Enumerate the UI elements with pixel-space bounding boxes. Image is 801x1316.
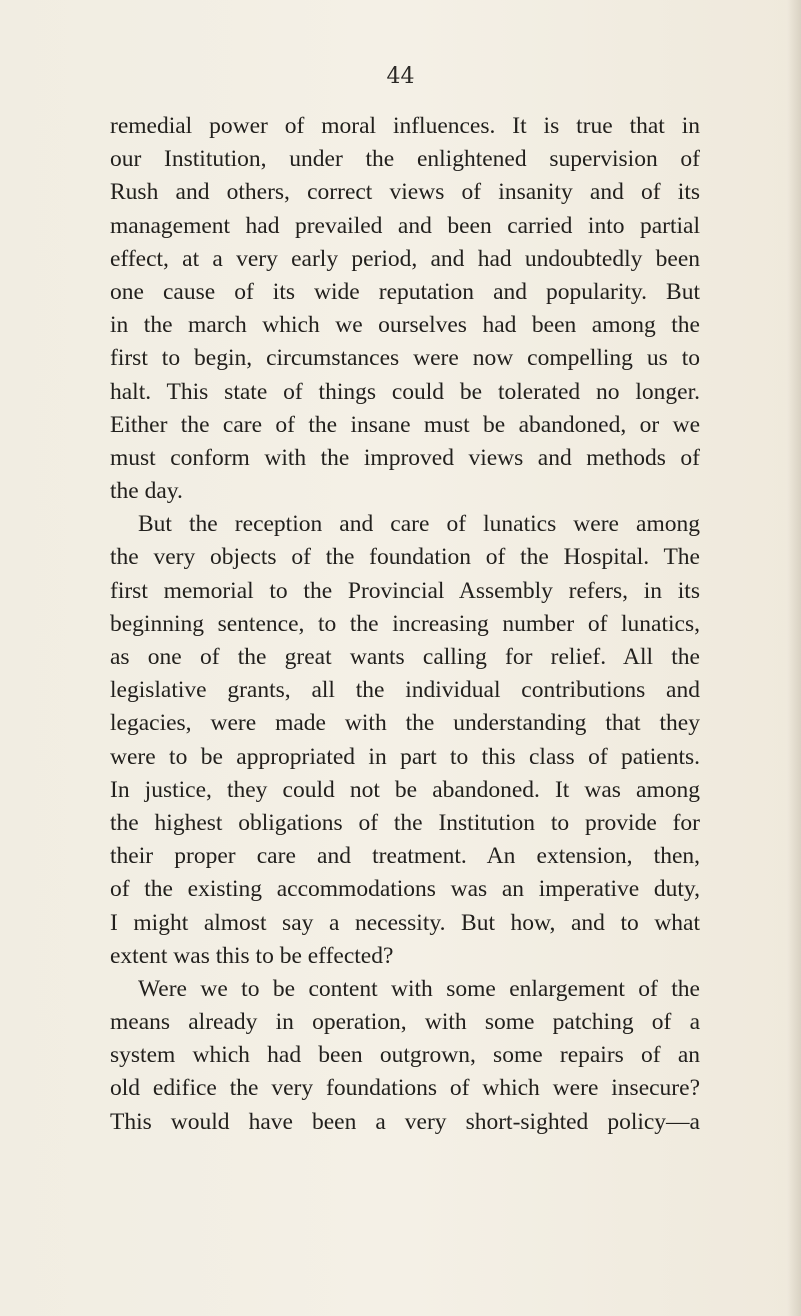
text-line: Either the care of the insane must be abandoned, or we: [110, 411, 700, 438]
text-line: must conform with the improved views and methods of: [110, 444, 700, 471]
text-line: beginning sentence, to the increasing number of lunatics,: [110, 610, 700, 637]
text-line: I might almost say a necessity. But how, and to what: [110, 909, 700, 936]
text-line: legacies, were made with the understanding that they: [110, 710, 700, 737]
page-number: 44: [386, 64, 415, 89]
text-line: This would have been a very short-sighted policy—a: [110, 1108, 700, 1135]
text-line: in the march which we ourselves had been among the: [110, 312, 700, 339]
text-line: their proper care and treatment. An extension, then,: [110, 843, 700, 870]
text-line: Rush and others, correct views of insanity and of its: [110, 179, 700, 206]
text-line: our Institution, under the enlightened supervision of: [110, 146, 700, 173]
text-line: remedial power of moral influences. It is true that in: [110, 113, 700, 139]
text-line: first memorial to the Provincial Assembly refers, in its: [110, 577, 700, 604]
text-line: means already in operation, with some patching of a: [110, 1009, 700, 1036]
text-line: extent was this to be effected?: [110, 942, 394, 969]
text-line: the very objects of the foundation of the Hospital. The: [110, 544, 700, 571]
paragraph-start-line: But the reception and care of lunatics were among: [138, 511, 700, 538]
text-line: In justice, they could not be abandoned. It was among: [110, 776, 700, 803]
text-line: as one of the great wants calling for relief. All the: [110, 644, 700, 670]
text-line: were to be appropriated in part to this class of patients.: [110, 743, 700, 770]
text-line: the highest obligations of the Institution to provide for: [110, 809, 700, 836]
text-line: old edifice the very foundations of which were insecure?: [110, 1075, 700, 1102]
text-line: legislative grants, all the individual contributions and: [110, 677, 700, 704]
text-line: management had prevailed and been carried into partial: [110, 212, 700, 239]
paragraph-start-line: Were we to be content with some enlargement of the: [138, 975, 700, 1002]
page-edge-shadow: [787, 0, 801, 1316]
text-line: halt. This state of things could be tolerated no longer.: [110, 378, 700, 405]
text-line: one cause of its wide reputation and popularity. But: [110, 278, 700, 305]
text-line: system which had been outgrown, some repairs of an: [110, 1042, 700, 1069]
text-line: first to begin, circumstances were now compelling us to: [110, 345, 700, 372]
body-text: [110, 110, 700, 1139]
text-line: effect, at a very early period, and had undoubtedly been: [110, 245, 700, 272]
text-line: of the existing accommodations was an imperative duty,: [110, 876, 700, 903]
text-line: the day.: [110, 478, 183, 505]
